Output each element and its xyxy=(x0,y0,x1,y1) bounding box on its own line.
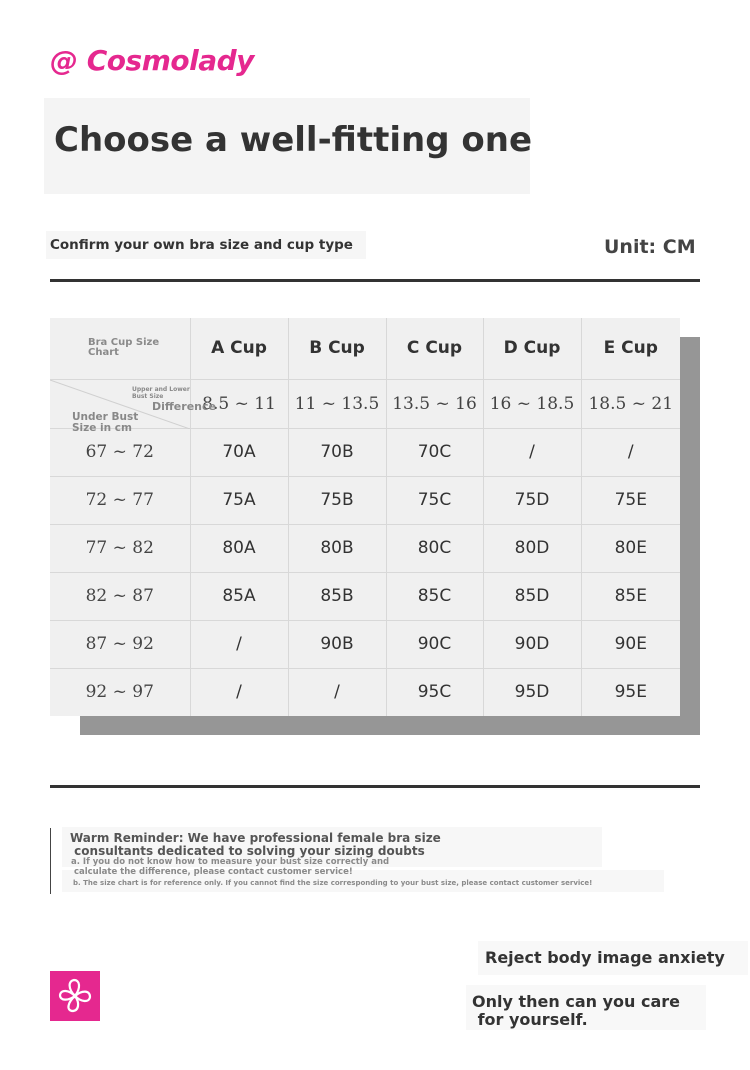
size-cell: 75E xyxy=(581,476,680,524)
unit-label: Unit: CM xyxy=(604,236,696,258)
size-cell: / xyxy=(483,428,581,476)
size-cell: 85E xyxy=(581,572,680,620)
difference-cell: 8.5 ~ 11 xyxy=(190,379,288,428)
flower-logo-icon xyxy=(50,971,100,1021)
size-cell: 75A xyxy=(190,476,288,524)
reminder-note-a: a. If you do not know how to measure your bust size correctly and calculate the difference, please contact customer service! xyxy=(71,857,390,877)
size-cell: 80E xyxy=(581,524,680,572)
top-divider xyxy=(50,279,700,282)
size-cell: 85D xyxy=(483,572,581,620)
difference-row xyxy=(50,379,680,428)
table-row xyxy=(50,476,680,524)
size-cell: 90E xyxy=(581,620,680,668)
size-cell: 95E xyxy=(614,682,647,703)
size-cell: 95D xyxy=(483,668,581,716)
size-cell: 90B xyxy=(288,620,386,668)
bust-diff-small-label: Upper and Lower Bust Size xyxy=(132,385,190,400)
difference-cell: 18.5 ~ 21 xyxy=(581,379,680,428)
brand-logo-text: @ Cosmolady xyxy=(50,44,254,77)
underbust-range: 72 ~ 77 xyxy=(50,476,190,524)
chart-corner-text: Bra Cup Size Chart xyxy=(88,337,160,359)
size-cell: 75B xyxy=(288,476,386,524)
size-cell: 85A xyxy=(190,572,288,620)
size-cell: / xyxy=(190,668,288,716)
size-cell: 95C xyxy=(386,668,483,716)
cup-header: A Cup xyxy=(190,318,288,379)
size-cell: 90C xyxy=(386,620,483,668)
size-cell: / xyxy=(288,668,386,716)
cup-header-row xyxy=(50,318,680,379)
table-row xyxy=(50,572,680,620)
confirm-instruction: Confirm your own bra size and cup type xyxy=(50,237,353,253)
size-cell: 70B xyxy=(288,428,386,476)
difference-corner xyxy=(50,379,216,434)
difference-cell: 13.5 ~ 16 xyxy=(386,379,483,428)
slogan-line: Only then can you care for yourself. xyxy=(472,992,680,1029)
size-cell: 75C xyxy=(386,476,483,524)
cup-header: D Cup xyxy=(483,318,581,379)
size-cell: 85B xyxy=(288,572,386,620)
table-row xyxy=(50,428,680,476)
reminder-accent-bar xyxy=(50,828,51,894)
size-cell: 70C xyxy=(386,428,483,476)
cup-header: C Cup xyxy=(386,318,483,379)
difference-label: Difference xyxy=(152,399,216,413)
underbust-label: Under Bust Size in cm xyxy=(72,410,139,434)
flower-logo-glyph xyxy=(50,971,100,1021)
size-cell: 80C xyxy=(386,524,483,572)
size-cell: 70A xyxy=(190,428,288,476)
size-cell: 90D xyxy=(483,620,581,668)
table-row xyxy=(50,668,680,716)
page-title: Choose a well-fitting one xyxy=(54,120,533,160)
underbust-range: 87 ~ 92 xyxy=(50,620,190,668)
underbust-range: 82 ~ 87 xyxy=(50,572,190,620)
size-cell: 85C xyxy=(386,572,483,620)
size-cell: 80D xyxy=(483,524,581,572)
size-cell: 75D xyxy=(483,476,581,524)
size-cell: 80B xyxy=(288,524,386,572)
reminder-title: Warm Reminder: We have professional female bra size consultants dedicated to solving your sizing doubts xyxy=(70,831,441,858)
bottom-divider xyxy=(50,785,700,788)
underbust-range: 67 ~ 72 xyxy=(50,428,190,476)
size-cell: 80A xyxy=(190,524,288,572)
cup-header: B Cup xyxy=(288,318,386,379)
difference-cell: 16 ~ 18.5 xyxy=(483,379,581,428)
table-row xyxy=(50,524,680,572)
size-cell: / xyxy=(190,620,288,668)
underbust-range: 92 ~ 97 xyxy=(50,668,190,716)
chart-corner-label xyxy=(50,318,190,379)
difference-cell: 11 ~ 13.5 xyxy=(288,379,386,428)
slogan-line: Reject body image anxiety xyxy=(485,948,725,967)
size-chart-table xyxy=(50,318,680,716)
cup-header: E Cup xyxy=(581,318,680,379)
reminder-note-b: b. The size chart is for reference only. If you cannot find the size corresponding to your bust size, please contact customer service! xyxy=(73,879,593,887)
size-cell: / xyxy=(581,428,680,476)
table-row xyxy=(50,620,680,668)
underbust-range: 77 ~ 82 xyxy=(50,524,190,572)
